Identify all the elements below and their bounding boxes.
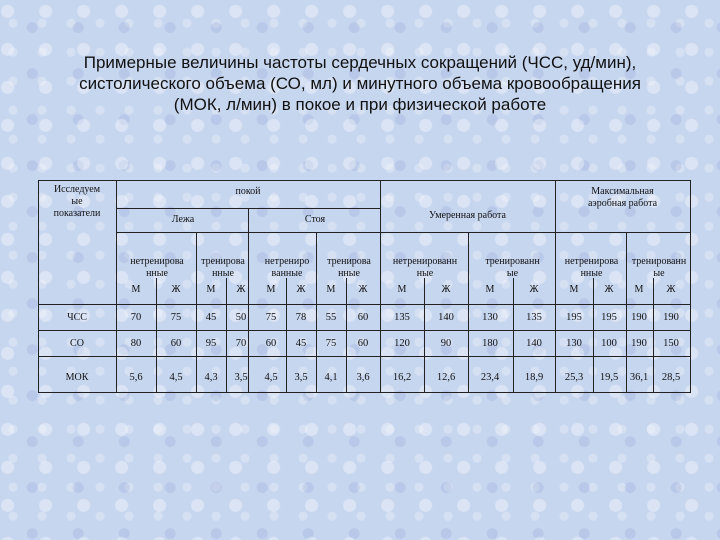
- cell-value: 28,5: [661, 372, 681, 383]
- table-border-right: [690, 180, 691, 392]
- cell-value: 135: [526, 312, 542, 323]
- cell-value: 55: [325, 312, 337, 323]
- subgroup-header-5: ые: [506, 268, 519, 279]
- indicators-header-line: показатели: [53, 208, 101, 219]
- title-line-3: (МОК, л/мин) в покое и при физической работе: [173, 95, 547, 114]
- cell-value: 195: [566, 312, 582, 323]
- subgroup-header-6: нные: [580, 268, 603, 279]
- indicators-header-line: ые: [71, 196, 83, 207]
- rule-sex-6: [593, 278, 594, 392]
- cell-value: 4,5: [264, 372, 278, 383]
- cell-value: 60: [265, 338, 277, 349]
- cell-value: 12,6: [436, 372, 456, 383]
- cell-value: 50: [235, 312, 247, 323]
- sex-label: М: [326, 284, 336, 295]
- subgroup-header-1: тренирова: [201, 256, 245, 267]
- cell-value: 75: [325, 338, 337, 349]
- title-line-1: Примерные величины частоты сердечных сокращений (ЧСС, уд/мин),: [83, 53, 637, 72]
- data-table: [38, 180, 690, 392]
- rule-moderate-end: [555, 180, 556, 392]
- cell-value: 60: [357, 312, 369, 323]
- cell-value: 4,1: [324, 372, 338, 383]
- subgroup-header-0: нетренирова: [130, 256, 184, 267]
- subgroup-header-6: нетренирова: [564, 256, 619, 267]
- cell-value: 5,6: [129, 372, 143, 383]
- cell-value: 140: [438, 312, 454, 323]
- cell-value: 70: [130, 312, 142, 323]
- cell-value: 16,2: [392, 372, 412, 383]
- subgroup-header-3: нные: [338, 268, 360, 279]
- row-label-1: СО: [70, 338, 84, 349]
- cell-value: 75: [170, 312, 182, 323]
- cell-value: 180: [482, 338, 498, 349]
- cell-value: 4,5: [169, 372, 183, 383]
- sex-label: М: [131, 284, 141, 295]
- subgroup-header-1: нные: [212, 268, 234, 279]
- subgroup-header-3: тренирова: [327, 256, 371, 267]
- rule-sex-0: [156, 278, 157, 392]
- title-line-2: систолического объема (СО, мл) и минутного объема кровообращения: [79, 74, 641, 93]
- lying-header: Лежа: [171, 214, 195, 225]
- cell-value: 190: [631, 312, 647, 323]
- rule-lying-end: [248, 208, 249, 392]
- cell-value: 190: [663, 312, 679, 323]
- sex-label: Ж: [441, 284, 451, 295]
- cell-value: 150: [663, 338, 679, 349]
- moderate-work-header: Умеренная работа: [429, 210, 506, 221]
- cell-value: 23,4: [480, 372, 500, 383]
- rule-sex-4: [424, 278, 425, 392]
- rule-sex-7: [653, 278, 654, 392]
- rule-group-bottom: [116, 232, 690, 233]
- cell-value: 36,1: [629, 372, 649, 383]
- cell-value: 4,3: [204, 372, 218, 383]
- sex-label: Ж: [358, 284, 368, 295]
- rule-subgroup-2: [468, 232, 469, 392]
- sex-label: Ж: [236, 284, 246, 295]
- cell-value: 100: [601, 338, 617, 349]
- table-border-top: [38, 180, 690, 181]
- cell-value: 19,5: [599, 372, 619, 383]
- max-aerobic-header-line: Максимальная: [591, 186, 654, 197]
- cell-value: 140: [526, 338, 542, 349]
- cell-value: 18,9: [524, 372, 544, 383]
- sex-label: М: [397, 284, 407, 295]
- sex-label: Ж: [171, 284, 181, 295]
- sex-label: Ж: [604, 284, 614, 295]
- cell-value: 3,5: [234, 372, 248, 383]
- subgroup-header-5: тренированн: [485, 256, 540, 267]
- cell-value: 60: [357, 338, 369, 349]
- sex-label: Ж: [529, 284, 539, 295]
- cell-value: 70: [235, 338, 247, 349]
- cell-value: 78: [295, 312, 307, 323]
- subgroup-header-4: ные: [416, 268, 434, 279]
- cell-value: 90: [440, 338, 452, 349]
- subgroup-header-7: тренированн: [631, 256, 687, 267]
- table-border-bottom: [38, 392, 691, 393]
- sex-label: Ж: [666, 284, 676, 295]
- cell-value: 75: [265, 312, 277, 323]
- row-label-0: ЧСС: [67, 312, 87, 323]
- sex-label: М: [634, 284, 644, 295]
- indicators-header-line: Исследуем: [53, 184, 101, 195]
- rule-sex-3: [346, 278, 347, 392]
- sex-label: Ж: [296, 284, 306, 295]
- subgroup-header-0: нные: [146, 268, 168, 279]
- cell-value: 45: [205, 312, 217, 323]
- sex-label: М: [569, 284, 579, 295]
- standing-header: Стоя: [304, 214, 326, 225]
- cell-value: 3,5: [294, 372, 308, 383]
- cell-value: 120: [394, 338, 410, 349]
- subgroup-header-2: нетренирo: [264, 256, 310, 267]
- cell-value: 130: [482, 312, 498, 323]
- cell-value: 25,3: [564, 372, 584, 383]
- subgroup-header-7: ые: [653, 268, 665, 279]
- cell-value: 45: [295, 338, 307, 349]
- row-label-2: МОК: [65, 372, 89, 383]
- cell-value: 60: [170, 338, 182, 349]
- cell-value: 95: [205, 338, 217, 349]
- sex-label: М: [266, 284, 276, 295]
- cell-value: 135: [394, 312, 410, 323]
- cell-value: 195: [601, 312, 617, 323]
- subgroup-header-4: нетренированн: [392, 256, 458, 267]
- rule-label-column: [116, 180, 117, 392]
- rest-header: покой: [235, 186, 261, 197]
- cell-value: 190: [631, 338, 647, 349]
- max-aerobic-header-line: аэробная работа: [587, 198, 658, 209]
- cell-value: 80: [130, 338, 142, 349]
- slide-title: [40, 52, 680, 115]
- subgroup-header-2: ванные: [271, 268, 303, 279]
- cell-value: 3,6: [356, 372, 370, 383]
- rule-sex-5: [513, 278, 514, 392]
- cell-value: 130: [566, 338, 582, 349]
- sex-label: М: [485, 284, 495, 295]
- sex-label: М: [206, 284, 216, 295]
